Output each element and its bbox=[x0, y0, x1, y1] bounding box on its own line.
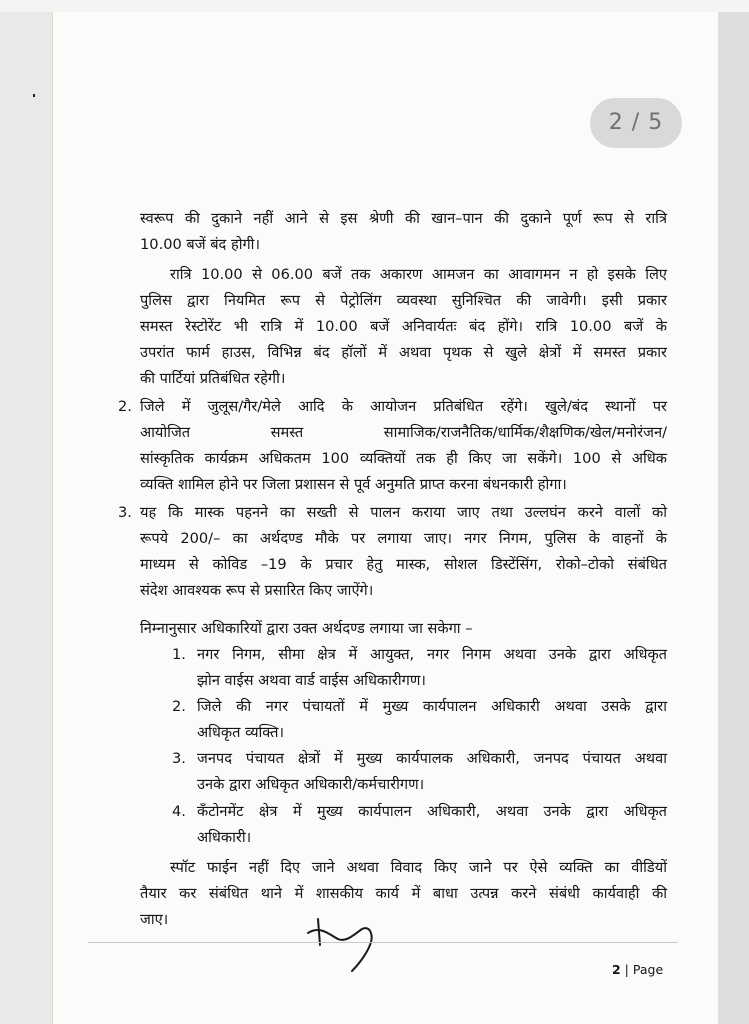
signature-mark bbox=[300, 905, 390, 975]
item-line: सांस्कृतिक कार्यक्रम अधिकतम 100 व्यक्तियों तक ही किए जा सकेंगे। 100 से अधिक bbox=[140, 450, 667, 467]
page-indicator: 2 / 5 bbox=[590, 98, 682, 148]
closing-line: जाए। bbox=[140, 911, 169, 928]
top-strip bbox=[0, 0, 749, 12]
subitem-line: जिले की नगर पंचायतों में मुख्य कार्यपालन अधिकारी अथवा उसके द्वारा bbox=[197, 698, 667, 715]
page-separator: | bbox=[620, 962, 633, 977]
item-line: माध्यम से कोविड –19 के प्रचार हेतु मास्क, सोशल डिस्टेंसिंग, रोको–टोको संबंधित bbox=[140, 556, 667, 573]
paragraph-line: स्वरूप की दुकाने नहीं आने से इस श्रेणी की खान–पान की दुकाने पूर्ण रूप से रात्रि bbox=[140, 210, 667, 227]
footer-divider bbox=[88, 942, 678, 943]
item-number: 2. bbox=[118, 398, 132, 415]
item-line: जिले में जुलूस/गैर/मेले आदि के आयोजन प्रतिबंधित रहेंगे। खुले/बंद स्थानों पर bbox=[140, 398, 667, 415]
paragraph-line: समस्त रेस्टोरेंट भी रात्रि में 10.00 बजें अनिवार्यतः बंद होंगे। रात्रि 10.00 बजें के bbox=[140, 318, 667, 335]
subitem-line: कॅंटोनमेंट क्षेत्र में मुख्य कार्यपालन अधिकारी, अथवा उनके द्वारा अधिकृत bbox=[197, 803, 667, 820]
page-number: 2 bbox=[612, 962, 621, 977]
item-number: 3. bbox=[118, 504, 132, 521]
scan-speck bbox=[33, 94, 35, 97]
paragraph-line: उपरांत फार्म हाउस, विभिन्न बंद हॉलों में अथवा पृथक से खुले क्षेत्रों में समस्त प्रकार bbox=[140, 344, 667, 361]
subitem-number: 4. bbox=[172, 803, 186, 820]
subitem-line: झोन वाईस अथवा वार्ड वाईस अधिकारीगण। bbox=[197, 672, 426, 689]
item-line: आयोजित समस्त सामाजिक/राजनैतिक/धार्मिक/शैक्षणिक/खेल/मनोरंजन/ bbox=[140, 424, 667, 441]
item-line: रूपये 200/– का अर्थदण्ड मौके पर लगाया जाए। नगर निगम, पुलिस के वाहनों के bbox=[140, 530, 667, 547]
paragraph-line: की पार्टियां प्रतिबंधित रहेगी। bbox=[140, 370, 286, 387]
officers-intro: निम्नानुसार अधिकारियों द्वारा उक्त अर्थदण्ड लगाया जा सकेगा – bbox=[140, 620, 473, 637]
item-line: व्यक्ति शामिल होने पर जिला प्रशासन से पूर्व अनुमति प्राप्त करना बंधनकारी होगा। bbox=[140, 476, 567, 493]
paragraph-line: रात्रि 10.00 से 06.00 बजें तक अकारण आमजन का आवागमन न हो इसके लिए bbox=[170, 266, 667, 283]
subitem-number: 2. bbox=[172, 698, 186, 715]
subitem-line: उनके द्वारा अधिकृत अधिकारी/कर्मचारीगण। bbox=[197, 776, 425, 793]
subitem-line: अधिकारी। bbox=[197, 829, 252, 846]
subitem-line: अधिकृत व्यक्ति। bbox=[197, 724, 284, 741]
subitem-line: नगर निगम, सीमा क्षेत्र में आयुक्त, नगर निगम अथवा उनके द्वारा अधिकृत bbox=[197, 646, 667, 663]
paragraph-line: पुलिस द्वारा नियमित रूप से पेट्रोलिंग व्यवस्था सुनिश्चित की जावेगी। इसी प्रकार bbox=[140, 292, 667, 309]
page-footer bbox=[612, 962, 663, 977]
item-line: यह कि मास्क पहनने का सख्ती से पालन कराया जाए तथा उल्लघंन करने वालों को bbox=[140, 504, 667, 521]
closing-line: तैयार कर संबंधित थाने में शासकीय कार्य में बाधा उत्पन्न करने संबंधी कार्यवाही की bbox=[140, 885, 667, 902]
closing-line: स्पॉट फाईन नहीं दिए जाने अथवा विवाद किए जाने पर ऐसे व्यक्ति का वीडियों bbox=[170, 859, 667, 876]
page-word: Page bbox=[632, 962, 664, 977]
right-margin bbox=[718, 12, 749, 1024]
subitem-number: 3. bbox=[172, 750, 186, 767]
subitem-number: 1. bbox=[172, 646, 186, 663]
subitem-line: जनपद पंचायत क्षेत्रों में मुख्य कार्यपालक अधिकारी, जनपद पंचायत अथवा bbox=[197, 750, 667, 767]
paragraph-line: 10.00 बजें बंद होगी। bbox=[140, 236, 260, 253]
item-line: संदेश आवश्यक रूप से प्रसारित किए जाऐंगे। bbox=[140, 582, 374, 599]
